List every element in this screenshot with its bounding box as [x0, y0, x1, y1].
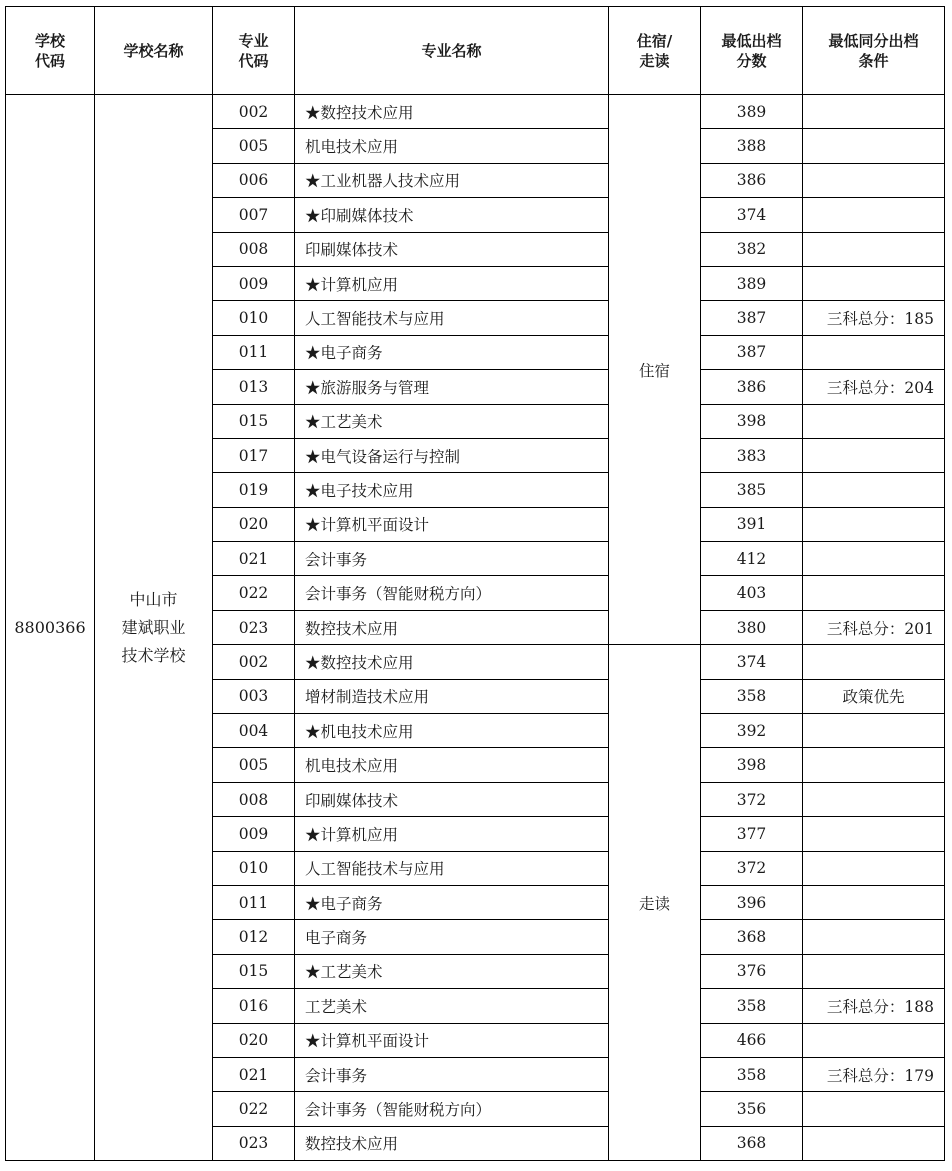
major-code-cell: 021	[213, 542, 295, 576]
min-score-cell: 391	[701, 507, 803, 541]
major-code-cell: 013	[213, 370, 295, 404]
header-min-score-line2: 分数	[736, 51, 767, 70]
header-min-score	[701, 7, 803, 95]
header-row	[6, 7, 945, 95]
major-code-cell: 009	[213, 266, 295, 300]
header-school-name: 学校名称	[95, 7, 213, 95]
major-code-cell: 022	[213, 1092, 295, 1126]
min-score-cell: 358	[701, 679, 803, 713]
major-code-cell: 005	[213, 129, 295, 163]
tie-condition-cell	[803, 714, 945, 748]
min-score-cell: 358	[701, 989, 803, 1023]
min-score-cell: 376	[701, 954, 803, 988]
major-code-cell: 009	[213, 817, 295, 851]
major-name-cell: 会计事务（智能财税方向）	[295, 576, 609, 610]
major-name-cell: ★数控技术应用	[295, 95, 609, 129]
min-score-cell: 396	[701, 885, 803, 919]
header-school-code-line1: 学校	[34, 31, 65, 50]
header-school-code	[6, 7, 95, 95]
tie-condition-cell	[803, 129, 945, 163]
major-code-cell: 022	[213, 576, 295, 610]
tie-condition-cell	[803, 782, 945, 816]
tie-condition-cell	[803, 473, 945, 507]
school-name-cell	[95, 95, 213, 1161]
major-code-cell: 010	[213, 301, 295, 335]
header-tie-condition-line2: 条件	[858, 51, 889, 70]
header-boarding	[609, 7, 701, 95]
header-major-code	[213, 7, 295, 95]
min-score-cell: 356	[701, 1092, 803, 1126]
header-school-code-line2: 代码	[34, 51, 65, 70]
min-score-cell: 389	[701, 266, 803, 300]
boarding-type-cell: 走读	[609, 645, 701, 1161]
tie-condition-cell	[803, 920, 945, 954]
major-code-cell: 023	[213, 1126, 295, 1160]
min-score-cell: 403	[701, 576, 803, 610]
major-name-cell: 机电技术应用	[295, 748, 609, 782]
major-name-cell: ★电子技术应用	[295, 473, 609, 507]
min-score-cell: 368	[701, 1126, 803, 1160]
min-score-cell: 380	[701, 610, 803, 644]
tie-condition-cell	[803, 817, 945, 851]
header-major-code-line1: 专业	[238, 31, 269, 50]
tie-condition-cell: 三科总分：201	[803, 610, 945, 644]
major-code-cell: 002	[213, 95, 295, 129]
major-code-cell: 021	[213, 1057, 295, 1091]
tie-condition-cell: 三科总分：185	[803, 301, 945, 335]
tie-condition-cell	[803, 507, 945, 541]
major-name-cell: ★数控技术应用	[295, 645, 609, 679]
min-score-cell: 387	[701, 301, 803, 335]
tie-condition-cell	[803, 1126, 945, 1160]
major-code-cell: 005	[213, 748, 295, 782]
major-code-cell: 016	[213, 989, 295, 1023]
school-code-cell: 8800366	[6, 95, 95, 1161]
min-score-cell: 398	[701, 748, 803, 782]
header-tie-condition-line1: 最低同分出档	[828, 31, 919, 50]
major-code-cell: 020	[213, 1023, 295, 1057]
major-name-cell: 会计事务	[295, 542, 609, 576]
min-score-cell: 382	[701, 232, 803, 266]
major-code-cell: 003	[213, 679, 295, 713]
major-code-cell: 008	[213, 782, 295, 816]
table-row	[6, 95, 945, 129]
major-name-cell: 印刷媒体技术	[295, 232, 609, 266]
header-boarding-line1: 住宿/	[636, 31, 673, 50]
major-name-cell: ★旅游服务与管理	[295, 370, 609, 404]
school-name-line: 技术学校	[121, 645, 186, 665]
major-name-cell: ★计算机应用	[295, 266, 609, 300]
major-name-cell: 电子商务	[295, 920, 609, 954]
major-name-cell: ★计算机应用	[295, 817, 609, 851]
tie-condition-cell	[803, 645, 945, 679]
major-name-cell: ★计算机平面设计	[295, 1023, 609, 1057]
min-score-cell: 398	[701, 404, 803, 438]
tie-condition-cell	[803, 438, 945, 472]
min-score-cell: 412	[701, 542, 803, 576]
tie-condition-cell	[803, 163, 945, 197]
major-name-cell: ★电子商务	[295, 335, 609, 369]
boarding-type-cell: 住宿	[609, 95, 701, 645]
header-major-code-line2: 代码	[238, 51, 269, 70]
major-name-cell: ★印刷媒体技术	[295, 198, 609, 232]
tie-condition-cell	[803, 1092, 945, 1126]
major-code-cell: 019	[213, 473, 295, 507]
major-name-cell: ★电气设备运行与控制	[295, 438, 609, 472]
tie-condition-cell	[803, 542, 945, 576]
tie-condition-cell	[803, 232, 945, 266]
tie-condition-cell	[803, 95, 945, 129]
major-code-cell: 012	[213, 920, 295, 954]
min-score-cell: 374	[701, 198, 803, 232]
major-name-cell: 数控技术应用	[295, 610, 609, 644]
min-score-cell: 392	[701, 714, 803, 748]
min-score-cell: 386	[701, 163, 803, 197]
major-code-cell: 006	[213, 163, 295, 197]
min-score-cell: 377	[701, 817, 803, 851]
major-name-cell: ★工艺美术	[295, 954, 609, 988]
min-score-cell: 389	[701, 95, 803, 129]
tie-condition-cell	[803, 851, 945, 885]
major-code-cell: 011	[213, 335, 295, 369]
major-name-cell: 会计事务	[295, 1057, 609, 1091]
min-score-cell: 374	[701, 645, 803, 679]
min-score-cell: 386	[701, 370, 803, 404]
min-score-cell: 372	[701, 782, 803, 816]
tie-condition-cell	[803, 885, 945, 919]
major-name-cell: 机电技术应用	[295, 129, 609, 163]
min-score-cell: 388	[701, 129, 803, 163]
major-code-cell: 008	[213, 232, 295, 266]
school-name-line: 中山市	[129, 589, 178, 609]
major-name-cell: ★机电技术应用	[295, 714, 609, 748]
tie-condition-cell	[803, 266, 945, 300]
tie-condition-cell	[803, 1023, 945, 1057]
tie-condition-cell	[803, 335, 945, 369]
major-code-cell: 011	[213, 885, 295, 919]
major-name-cell: 人工智能技术与应用	[295, 851, 609, 885]
major-name-cell: 数控技术应用	[295, 1126, 609, 1160]
major-code-cell: 020	[213, 507, 295, 541]
tie-condition-cell: 政策优先	[803, 679, 945, 713]
header-boarding-line2: 走读	[639, 51, 670, 70]
major-name-cell: ★计算机平面设计	[295, 507, 609, 541]
min-score-cell: 387	[701, 335, 803, 369]
tie-condition-cell	[803, 748, 945, 782]
min-score-cell: 368	[701, 920, 803, 954]
major-name-cell: ★工艺美术	[295, 404, 609, 438]
header-major-name: 专业名称	[295, 7, 609, 95]
admission-score-table	[5, 6, 945, 1161]
major-code-cell: 017	[213, 438, 295, 472]
major-code-cell: 023	[213, 610, 295, 644]
header-min-score-line1: 最低出档	[721, 31, 782, 50]
major-code-cell: 007	[213, 198, 295, 232]
tie-condition-cell	[803, 404, 945, 438]
major-name-cell: ★电子商务	[295, 885, 609, 919]
min-score-cell: 383	[701, 438, 803, 472]
tie-condition-cell: 三科总分：179	[803, 1057, 945, 1091]
major-name-cell: 人工智能技术与应用	[295, 301, 609, 335]
major-code-cell: 015	[213, 404, 295, 438]
major-code-cell: 002	[213, 645, 295, 679]
major-code-cell: 015	[213, 954, 295, 988]
major-name-cell: 工艺美术	[295, 989, 609, 1023]
header-tie-condition	[803, 7, 945, 95]
major-name-cell: 印刷媒体技术	[295, 782, 609, 816]
min-score-cell: 358	[701, 1057, 803, 1091]
tie-condition-cell	[803, 576, 945, 610]
major-code-cell: 004	[213, 714, 295, 748]
major-name-cell: ★工业机器人技术应用	[295, 163, 609, 197]
min-score-cell: 466	[701, 1023, 803, 1057]
tie-condition-cell: 三科总分：204	[803, 370, 945, 404]
tie-condition-cell: 三科总分：188	[803, 989, 945, 1023]
major-code-cell: 010	[213, 851, 295, 885]
table-body	[6, 95, 945, 1161]
school-name-line: 建斌职业	[121, 617, 186, 637]
tie-condition-cell	[803, 198, 945, 232]
major-name-cell: 增材制造技术应用	[295, 679, 609, 713]
tie-condition-cell	[803, 954, 945, 988]
min-score-cell: 372	[701, 851, 803, 885]
min-score-cell: 385	[701, 473, 803, 507]
major-name-cell: 会计事务（智能财税方向）	[295, 1092, 609, 1126]
